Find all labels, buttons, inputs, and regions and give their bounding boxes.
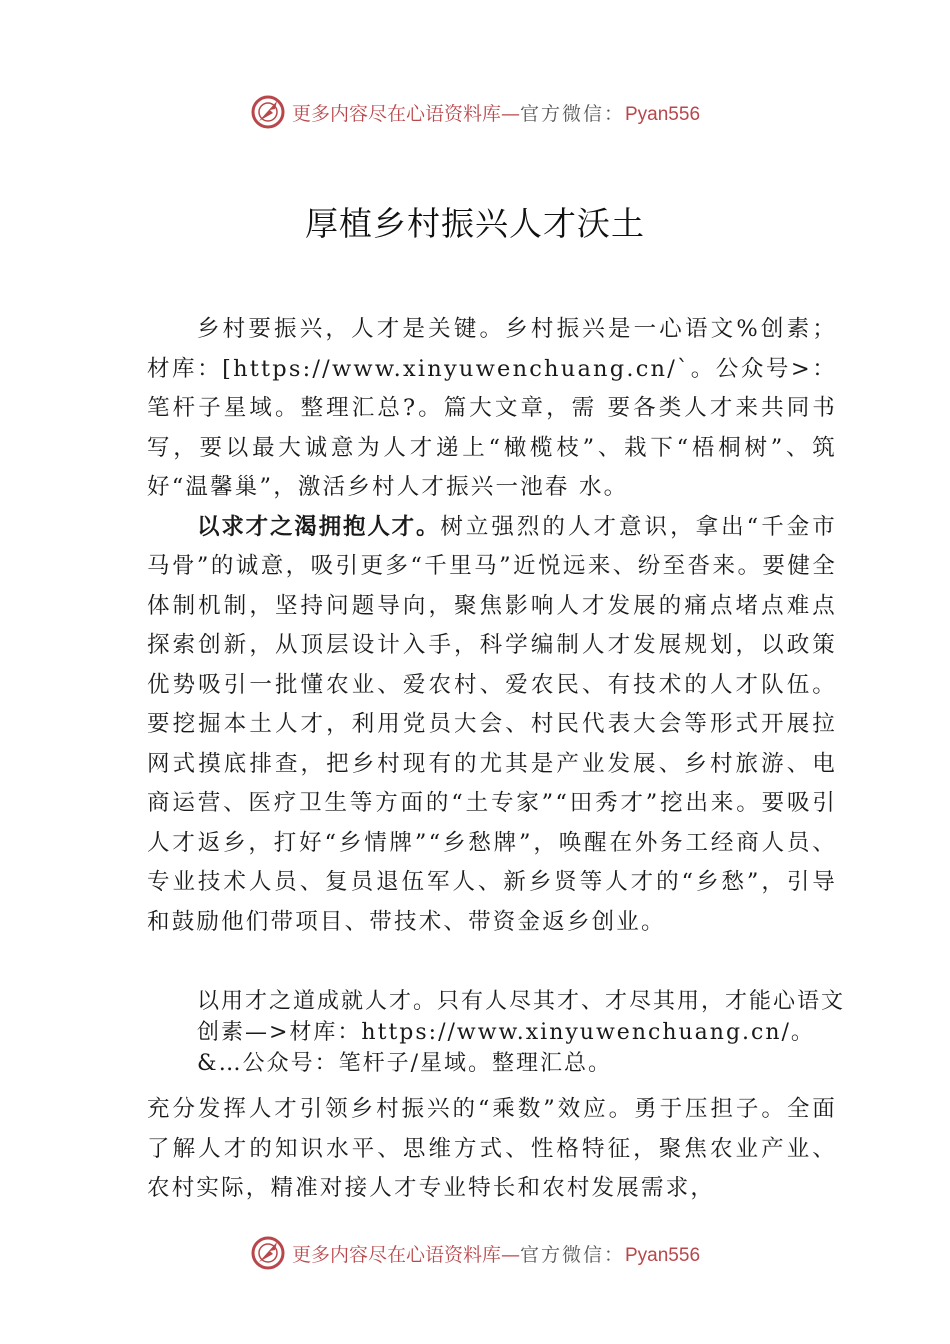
banner-separator: — bbox=[500, 1243, 520, 1266]
document-body bbox=[147, 310, 837, 942]
banner-wechat-label: 官方微信： bbox=[519, 1243, 625, 1266]
banner-wechat-id: Pyan556 bbox=[625, 1244, 701, 1266]
banner-brand: 更多内容尽在心语资料库 bbox=[291, 102, 501, 125]
paragraph-3: 充分发挥人才引领乡村振兴的“乘数”效应。勇于压担子。全面了解人才的知识水平、思维方式、性格特征，聚焦农业产业、农村实际，精准对接人才专业特长和农村发展需求， bbox=[147, 1096, 837, 1201]
paragraph-2-lead: 以求才之渴拥抱人才。 bbox=[197, 513, 441, 540]
footer-banner bbox=[0, 1233, 950, 1273]
paragraph-2 bbox=[147, 508, 837, 943]
banner-text bbox=[292, 99, 700, 126]
banner-text bbox=[292, 1240, 700, 1267]
quill-logo-icon bbox=[250, 94, 286, 130]
header-banner bbox=[0, 92, 950, 132]
document-title: 厚植乡村振兴人才沃土 bbox=[305, 204, 645, 243]
banner-separator: — bbox=[500, 102, 520, 125]
document-body-continued bbox=[147, 1090, 837, 1209]
inset-paragraph: 以用才之道成就人才。只有人尽其才、才尽其用，才能心语文创素—>材库：https://www.xinyuwenchuang.cn/。&…公众号：笔杆子/星域。整理汇总。 bbox=[197, 989, 846, 1076]
paragraph-1: 乡村要振兴，人才是关键。乡村振兴是一心语文%创素；材库：[https://www.xinyuwenchuang.cn/`。公众号>：笔杆子星域。整理汇总?。篇大文章，需 要各类人才来共同书写，要以最大诚意为人才递上“橄榄枝”、栽下“梧桐树”、筑好“温馨巢”，激活乡村人才振兴一池春 水。 bbox=[147, 316, 837, 500]
quill-logo-icon bbox=[250, 1235, 286, 1271]
banner-brand: 更多内容尽在心语资料库 bbox=[291, 1243, 501, 1266]
banner-wechat-label: 官方微信： bbox=[519, 102, 625, 125]
banner-wechat-id: Pyan556 bbox=[625, 103, 701, 125]
paragraph-2-text: 树立强烈的人才意识，拿出“千金市马骨”的诚意，吸引更多“千里马”近悦远来、纷至沓来。要健全体制机制，坚持问题导向，聚焦影响人才发展的痛点堵点难点探索创新，从顶层设计入手，科学编制人才发展规划，以政策优势吸引一批懂农业、爱农村、爱农民、有技术的人才队伍。要挖掘本土人才，利用党员大会、村民代表大会等形式开展拉网式摸底排查，把乡村现有的尤其是产业发展、乡村旅游、电商运营、医疗卫生等方面的“土专家”“田秀才”挖出来。要吸引人才返乡，打好“乡情牌”“乡愁牌”，唤醒在外务工经商人员、专业技术人员、复员退伍军人、新乡贤等人才的“乡愁”，引导和鼓励他们带项目、带技术、带资金返乡创业。 bbox=[147, 513, 837, 935]
